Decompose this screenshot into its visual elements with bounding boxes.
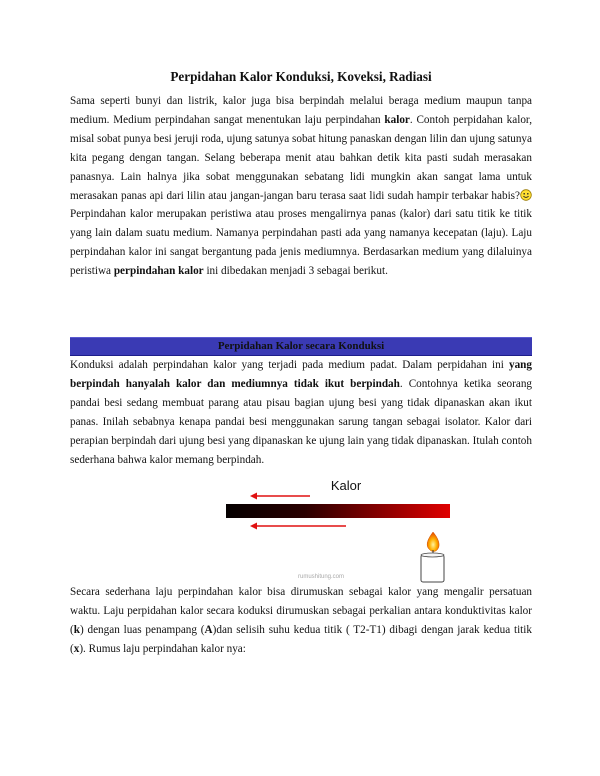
conduction-figure bbox=[226, 476, 452, 584]
page-title: Perpidahan Kalor Konduksi, Koveksi, Radiasi bbox=[170, 69, 432, 84]
konduksi-text-1: Konduksi adalah perpindahan kalor yang terjadi pada medium padat. Dalam perpidahan ini bbox=[70, 359, 509, 371]
konduksi-text-2: . Contohnya ketika seorang pandai besi sedang membuat parang atau pisau bagian ujung besi yang tidak dipanaskan akan ikut panas. Inilah sebabnya kenapa pandai besi menggunakan sarung tangan sebagai isolator. Kalor dari perapian berpindah dari ujung besi yang dipanaskan ke ujung lain yang tidak dipanaskan. Itulah contoh sederhana bahwa kalor memang berpindah. bbox=[70, 377, 533, 466]
rumus-bold-k: k bbox=[73, 623, 80, 636]
section-heading-banner bbox=[70, 337, 532, 356]
rumus-text-2: ) dengan luas penampang ( bbox=[79, 623, 205, 636]
rumus-text-1: Secara sederhana laju perpindahan kalor bisa dirumuskan sebagai kalor yang mengalir persatuan waktu. Laju perpidahan kalor secara koduksi dirumuskan sebagai perkalian antara konduktivitas kalor ( bbox=[70, 586, 532, 636]
intro-text-2: . Contoh perpidahan kalor, misal sobat punya besi jeruji roda, ujung satunya sobat hitung panaskan dengan lilin dan ujung satunya kita pegang dengan tangan. Selang beberapa menit atau bahkan detik kita pasti sudah merasakan panasnya. Lain halnya jika sobat menggunakan sebatang lidi mungkin akan sangat lama untuk merasakan panas api dari lilin atau jangan-jangan baru terasa saat lidi sudah hampir terbakar habis? bbox=[70, 113, 532, 202]
figure-watermark: rumushitung.com bbox=[298, 574, 345, 580]
candle bbox=[421, 532, 444, 582]
rumus-text-4: ). Rumus laju perpindahan kalor nya: bbox=[79, 642, 246, 655]
intro-bold-kalor: kalor bbox=[384, 113, 410, 126]
rumus-bold-a: A bbox=[204, 623, 213, 636]
konduksi-paragraph bbox=[70, 356, 532, 469]
kalor-label: Kalor bbox=[330, 478, 362, 493]
konduksi-bold: yang berpindah hanyalah kalor dan mediumnya tidak ikut berpindah bbox=[70, 359, 532, 390]
rumus-text-3: )dan selisih suhu kedua titik ( T2-T1) dibagi dengan jarak kedua titik ( bbox=[70, 623, 532, 655]
intro-text-3: Perpindahan kalor merupakan peristiwa atau proses mengalirnya panas (kalor) dari satu titik ke titik yang lain dalam suatu medium. Namanya perpindahan pasti ada yang namanya kecepatan (laju). Laju perpindahan kalor ini sangat bergantung pada jenis mediumnya. Berdasarkan medium yang dilaluinya peristiwa bbox=[70, 208, 532, 278]
rumus-paragraph bbox=[70, 583, 532, 659]
intro-paragraph bbox=[70, 92, 532, 281]
flame-icon bbox=[427, 532, 439, 552]
heat-arrow-bottom bbox=[250, 523, 346, 530]
heat-arrow-top bbox=[250, 493, 310, 500]
intro-text-1: Sama seperti bunyi dan listrik, kalor juga bisa berpindah melalui beraga medium maupun tanpa medium. Medium perpindahan sangat menentukan laju perpindahan bbox=[70, 95, 532, 126]
iron-bar bbox=[226, 504, 450, 518]
smiley-icon bbox=[520, 189, 532, 201]
section-heading: Perpidahan Kalor secara Konduksi bbox=[217, 340, 385, 352]
rumus-bold-x: x bbox=[73, 642, 80, 655]
intro-bold-perpindahan-kalor: perpindahan kalor bbox=[113, 265, 204, 278]
intro-text-4: ini dibedakan menjadi 3 sebagai berikut. bbox=[203, 265, 388, 278]
